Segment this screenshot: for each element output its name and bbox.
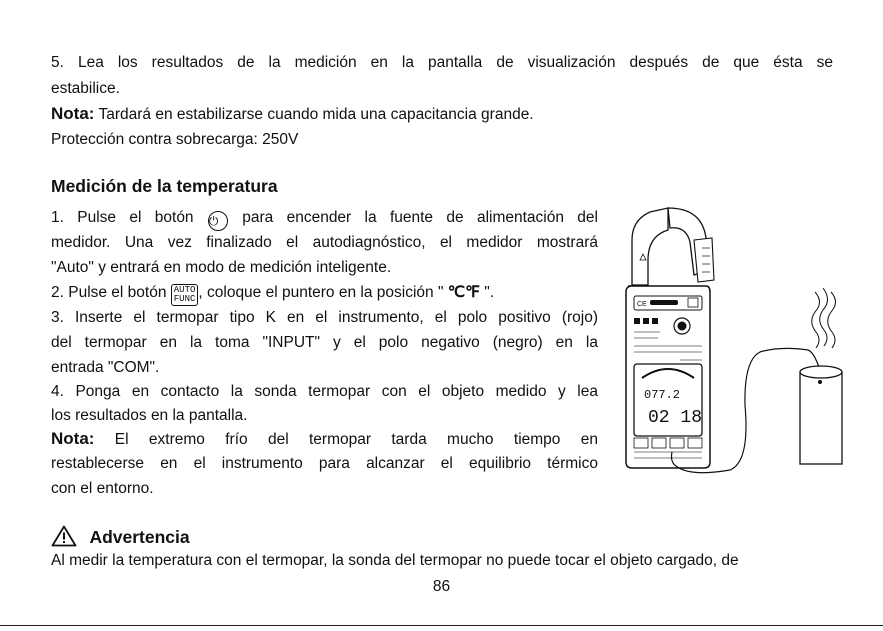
heat-wave-icon [812, 292, 820, 348]
nota-label: Nota: [51, 104, 95, 123]
nota-capacitance [51, 103, 534, 126]
power-button-icon: ⏻ [208, 211, 228, 231]
overload-protection: Protección contra sobrecarga: 250V [51, 131, 299, 148]
clamp-jaw-left [632, 208, 668, 285]
step1-text-a: 1. Pulse el botón [51, 209, 207, 226]
auto-label: AUTO [173, 285, 196, 295]
clamp-meter-illustration [610, 200, 850, 480]
nota2-text: El extremo frío del termopar tarda mucho tiempo en [94, 431, 598, 448]
lcd-main-reading: 02 18 [648, 408, 703, 428]
temperature-symbol: ℃℉ [447, 284, 480, 302]
auto-func-button-icon [171, 284, 199, 306]
warning-title: Advertencia [89, 527, 190, 547]
step2-text-c: ". [479, 284, 495, 301]
svg-text:CE: CE [637, 301, 647, 308]
step4-line2: los resultados en la pantalla. [51, 407, 248, 424]
nota2-line1 [51, 428, 598, 451]
nota2-line3: con el entorno. [51, 480, 154, 497]
step4-line1: 4. Ponga en contacto la sonda termopar con el objeto medido y lea [51, 383, 598, 400]
step1-line2: medidor. Una vez finalizado el autodiagnóstico, el medidor mostrará [51, 234, 598, 251]
clamp-trigger [694, 238, 714, 282]
func-label: FUNC [173, 294, 196, 304]
step1-line3: "Auto" y entrará en modo de medición inteligente. [51, 259, 392, 276]
nota2-label: Nota: [51, 429, 95, 448]
warning-text: Al medir la temperatura con el termopar, la sonda del termopar no puede tocar el objeto cargado, de [51, 552, 739, 569]
bottom-rule [0, 625, 883, 626]
nota2-line2: restablecerse en el instrumento para alcanzar el equilibrio térmico [51, 455, 598, 472]
step5-line2: estabilice. [51, 80, 120, 97]
step2-text-b: , coloque el puntero en la posición " [198, 284, 448, 301]
page-number: 86 [432, 578, 451, 595]
section-heading: Medición de la temperatura [51, 176, 278, 196]
step2-text-a: 2. Pulse el botón [51, 284, 171, 301]
step3-line3: entrada "COM". [51, 359, 160, 376]
measured-object-cylinder [800, 372, 842, 464]
step3-line1: 3. Inserte el termopar tipo K en el instrumento, el polo positivo (rojo) [51, 309, 598, 326]
step1-line1 [51, 207, 598, 231]
nota-text: Tardará en estabilizarse cuando mida una capacitancia grande. [94, 106, 534, 123]
step2 [51, 282, 494, 306]
step1-text-b: para encender la fuente de alimentación del [228, 209, 598, 226]
lcd-top-reading: 077.2 [644, 388, 681, 402]
step3-line2: del termopar en la toma "INPUT" y el polo negativo (negro) en la [51, 334, 598, 351]
warning-heading [51, 525, 190, 548]
step5-line1: 5. Lea los resultados de la medición en la pantalla de visualización después de que ésta se [51, 54, 833, 71]
warning-triangle-icon [51, 525, 77, 547]
